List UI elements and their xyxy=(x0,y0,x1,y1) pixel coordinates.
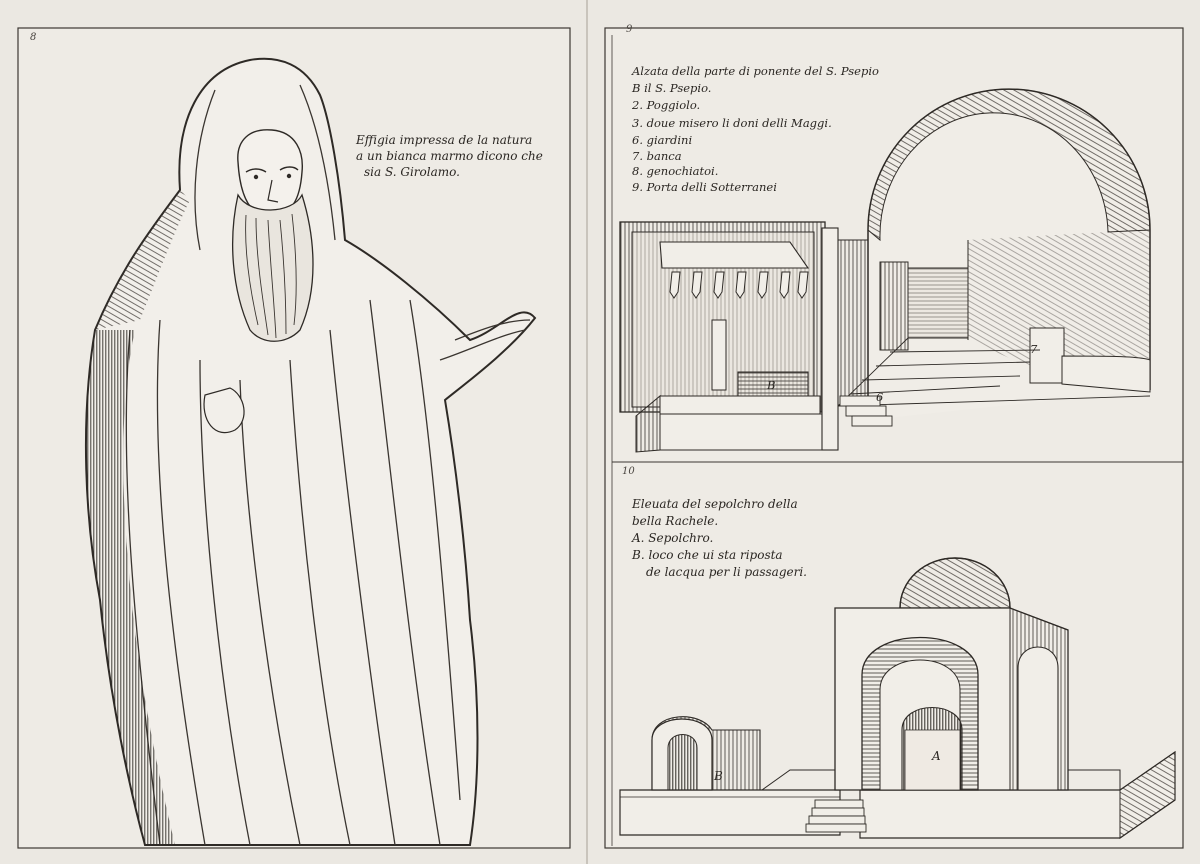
caption-line: a un bianca marmo dicono che xyxy=(356,149,543,163)
caption-line: sia S. Girolamo. xyxy=(364,165,460,179)
legend-item: 6. giardini xyxy=(632,133,693,147)
legend-item: 9. Porta delli Sotterranei xyxy=(632,180,777,194)
legend-item: 3. doue misero li doni delli Maggi. xyxy=(632,116,832,130)
tomb-mark-a: A xyxy=(932,749,941,763)
legend-item: 8. genochiatoi. xyxy=(632,164,719,178)
legend-item: de lacqua per li passageri. xyxy=(646,565,807,579)
page-number-9: 9 xyxy=(626,24,633,35)
page-number-left: 8 xyxy=(30,32,37,43)
tomb-mark-b: B xyxy=(714,769,723,783)
legend-item: bella Rachele. xyxy=(632,514,719,528)
legend-item: B il S. Psepio. xyxy=(632,81,712,95)
legend-item: B. loco che ui sta riposta xyxy=(632,548,783,562)
legend-item: A. Sepolchro. xyxy=(632,531,714,545)
grotto-mark-7: 7 xyxy=(1030,342,1038,356)
grotto-mark-b: B xyxy=(767,378,776,392)
caption-line: Effigia impressa de la natura xyxy=(356,133,533,147)
legend-item: Eleuata del sepolchro della xyxy=(632,497,798,511)
grotto-mark-6: 6 xyxy=(876,390,884,404)
page-number-10: 10 xyxy=(622,466,635,477)
legend-item: 7. banca xyxy=(632,149,682,163)
legend-item: 2. Poggiolo. xyxy=(632,98,701,112)
grotto-title: Alzata della parte di ponente del S. Psepio xyxy=(632,64,879,78)
